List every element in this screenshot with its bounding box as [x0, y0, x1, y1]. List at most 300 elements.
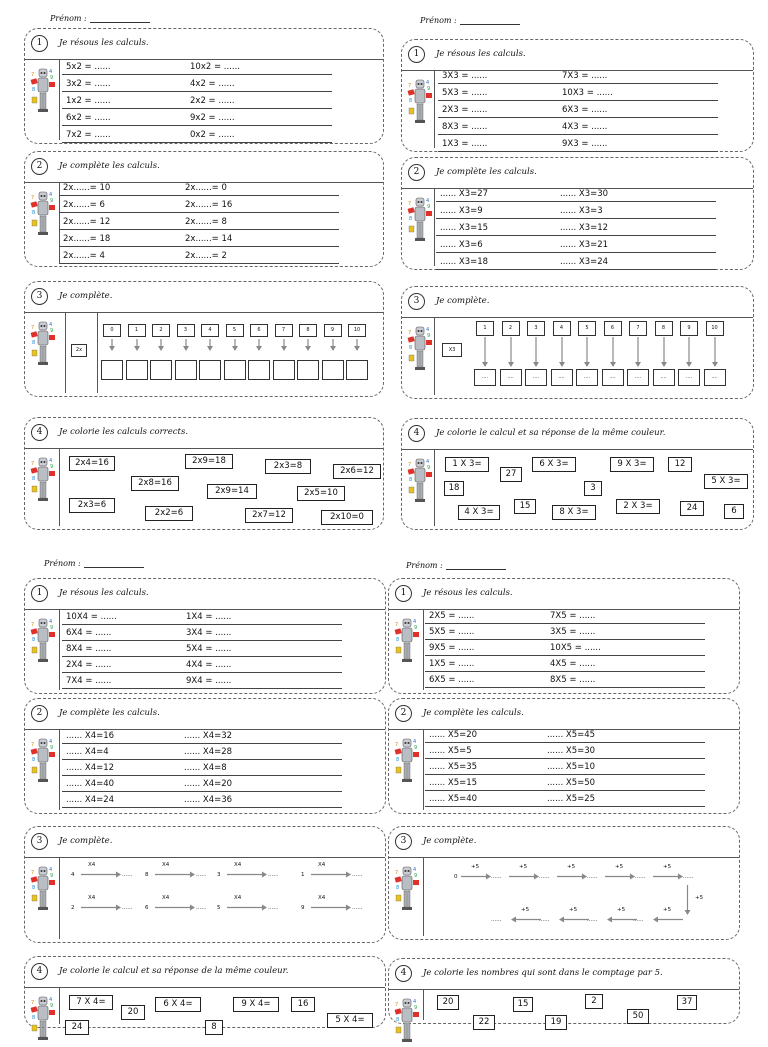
row-line — [59, 246, 339, 247]
svg-text:8: 8 — [409, 98, 413, 104]
svg-text:8: 8 — [409, 477, 413, 483]
exercise-2-box — [24, 698, 386, 814]
calc-item: ...... X3=21 — [560, 240, 609, 250]
start-number: 0 — [454, 874, 458, 880]
calc-item: ...... X3=30 — [560, 189, 609, 199]
prenom-line[interactable] — [460, 24, 520, 25]
exercise-2-box — [401, 157, 754, 270]
exercise-1-box — [24, 28, 384, 144]
right-arrow-icon — [227, 903, 267, 912]
prenom-field — [50, 14, 150, 23]
prenom-label: Prénom : — [50, 14, 87, 23]
exercise-title: Je colorie les nombres qui sont dans le comptage par 5. — [423, 968, 663, 978]
robot-mascot-icon — [394, 865, 420, 915]
number-card[interactable]: 37 — [677, 995, 697, 1010]
calc-item: ...... X3=12 — [560, 223, 609, 233]
down-arrow-icon — [634, 337, 642, 367]
operator-label: +5 — [521, 907, 530, 913]
answer-blank[interactable]: ...... — [633, 917, 644, 923]
svg-text:9: 9 — [50, 464, 54, 470]
calc-item: 7X4 = ...... — [66, 676, 112, 686]
calc-card[interactable]: 6 X 3= — [532, 457, 576, 472]
exercise-1-box — [24, 578, 386, 694]
svg-text:4: 4 — [49, 192, 53, 198]
operator-label: +5 — [615, 864, 624, 870]
calc-item: ...... X5=35 — [429, 762, 478, 772]
operator-label: +5 — [663, 864, 672, 870]
svg-text:7: 7 — [31, 742, 35, 748]
right-arrow-icon — [155, 903, 195, 912]
calc-item: 9X4 = ...... — [186, 676, 232, 686]
number-box: 4 — [553, 321, 571, 336]
answer-box[interactable]: .... — [500, 369, 522, 386]
svg-text:8: 8 — [32, 885, 36, 891]
operator-label: +5 — [567, 864, 576, 870]
answer-box[interactable] — [297, 360, 319, 380]
calc-card[interactable]: 18 — [444, 481, 464, 496]
answer-box[interactable]: .... — [653, 369, 675, 386]
number-card[interactable]: 15 — [513, 997, 533, 1012]
answer-blank[interactable]: ...... — [587, 874, 598, 880]
prenom-line[interactable] — [446, 569, 506, 570]
svg-text:8: 8 — [409, 216, 413, 222]
exercise-1-box — [401, 39, 754, 152]
calc-item: 4x2 = ...... — [190, 79, 235, 89]
down-arrow-icon — [558, 337, 566, 367]
svg-text:4: 4 — [49, 867, 53, 873]
exercise-2-box — [388, 698, 740, 814]
svg-text:7: 7 — [31, 72, 35, 78]
answer-blank[interactable]: ...... — [196, 872, 207, 878]
answer-blank[interactable]: ...... — [635, 874, 646, 880]
robot-mascot-icon — [30, 67, 56, 117]
answer-blank[interactable]: ...... — [683, 874, 694, 880]
calc-item: 1X4 = ...... — [186, 612, 232, 622]
answer-box[interactable] — [150, 360, 172, 380]
svg-text:9: 9 — [414, 1005, 418, 1011]
calc-item: ...... X5=45 — [547, 730, 596, 740]
left-arrow-icon — [653, 915, 683, 924]
answer-blank[interactable]: ...... — [491, 874, 502, 880]
operator-label: X4 — [234, 862, 242, 868]
exercise-3-box — [24, 826, 386, 943]
number-card[interactable]: 2 — [585, 994, 603, 1009]
answer-box[interactable]: .... — [602, 369, 624, 386]
svg-text:8: 8 — [396, 885, 400, 891]
answer-box[interactable]: .... — [627, 369, 649, 386]
calc-item: 2x......= 8 — [185, 217, 227, 227]
number-box: 9 — [324, 324, 342, 337]
svg-text:4: 4 — [413, 739, 417, 745]
exercise-3-box — [401, 286, 754, 399]
calc-item: 7x2 = ...... — [66, 130, 111, 140]
robot-mascot-icon — [30, 320, 56, 370]
svg-text:7: 7 — [408, 83, 412, 89]
answer-box[interactable]: .... — [525, 369, 547, 386]
robot-mascot-icon — [394, 997, 420, 1047]
start-number: 2 — [71, 905, 75, 911]
number-box: 9 — [680, 321, 698, 336]
calc-item: 6X5 = ...... — [429, 675, 475, 685]
calc-item: ...... X5=50 — [547, 778, 596, 788]
answer-blank[interactable]: ...... — [352, 905, 363, 911]
svg-text:9: 9 — [427, 86, 431, 92]
svg-text:7: 7 — [395, 1002, 399, 1008]
svg-text:8: 8 — [32, 210, 36, 216]
number-box: 5 — [226, 324, 244, 337]
calc-item: 6X4 = ...... — [66, 628, 112, 638]
number-box: 3 — [527, 321, 545, 336]
answer-box[interactable] — [199, 360, 221, 380]
number-card[interactable]: 19 — [545, 1015, 567, 1030]
down-arrow-icon — [157, 339, 165, 351]
divider — [423, 989, 424, 1020]
calc-card[interactable]: 8 X 3= — [552, 505, 596, 520]
row-line — [62, 688, 342, 689]
exercise-3-box — [24, 281, 384, 397]
exercise-title: Je complète. — [59, 836, 113, 846]
prenom-line[interactable] — [90, 22, 150, 23]
right-arrow-icon — [653, 872, 683, 881]
calc-item: 2x......= 10 — [63, 183, 111, 193]
svg-text:4: 4 — [49, 69, 53, 75]
answer-box[interactable]: .... — [704, 369, 726, 386]
calc-card[interactable]: 5 X 3= — [704, 474, 748, 489]
exercise-number-badge: 3 — [408, 293, 425, 310]
exercise-4-box — [24, 417, 384, 530]
down-arrow-icon — [206, 339, 214, 351]
left-arrow-icon — [607, 915, 637, 924]
calc-card[interactable]: 12 — [668, 457, 692, 472]
calc-card[interactable]: 1 X 3= — [445, 457, 489, 472]
calc-item: 5X3 = ...... — [442, 88, 488, 98]
prenom-label: Prénom : — [420, 16, 457, 25]
answer-blank[interactable]: ...... — [196, 905, 207, 911]
svg-text:9: 9 — [427, 465, 431, 471]
calc-item: ...... X4=24 — [66, 795, 115, 805]
svg-text:4: 4 — [49, 997, 53, 1003]
answer-box[interactable] — [248, 360, 270, 380]
answer-blank[interactable]: ...... — [122, 872, 133, 878]
number-card[interactable]: 20 — [437, 995, 459, 1010]
svg-text:9: 9 — [50, 75, 54, 81]
calc-card[interactable]: 8 — [205, 1020, 223, 1035]
calc-card[interactable]: 9 X 4= — [233, 997, 279, 1012]
prenom-label: Prénom : — [406, 561, 443, 570]
calc-item: 6X3 = ...... — [562, 105, 608, 115]
number-box: 6 — [250, 324, 268, 337]
number-box: 7 — [629, 321, 647, 336]
calc-item: 10X3 = ...... — [562, 88, 613, 98]
operator-label: X4 — [318, 895, 326, 901]
svg-text:4: 4 — [426, 459, 430, 465]
exercise-title: Je complète. — [423, 836, 477, 846]
robot-mascot-icon — [407, 457, 433, 507]
calc-item: 2x......= 16 — [185, 200, 233, 210]
svg-text:9: 9 — [414, 873, 418, 879]
calc-card[interactable]: 2 X 3= — [616, 499, 660, 514]
calc-item: 2X3 = ...... — [442, 105, 488, 115]
start-number: 9 — [301, 905, 305, 911]
svg-text:4: 4 — [426, 80, 430, 86]
row-line — [59, 229, 339, 230]
calc-card[interactable]: 2x9=14 — [207, 484, 257, 499]
exercise-number-badge: 1 — [31, 35, 48, 52]
prenom-line[interactable] — [84, 567, 144, 568]
divider — [434, 317, 435, 395]
down-arrow-icon — [685, 337, 693, 367]
calc-item: 2x......= 6 — [63, 200, 105, 210]
exercise-title: Je résous les calculs. — [436, 49, 526, 59]
start-number: 8 — [145, 872, 149, 878]
svg-text:7: 7 — [408, 201, 412, 207]
exercise-number-badge: 1 — [395, 585, 412, 602]
answer-box[interactable] — [346, 360, 368, 380]
row-line — [425, 671, 705, 672]
row-line — [59, 263, 339, 264]
calc-card[interactable]: 4 X 3= — [458, 505, 500, 520]
input-box: 2x — [71, 344, 87, 357]
calc-card[interactable]: 2x3=6 — [69, 498, 115, 513]
calc-card[interactable]: 2x2=6 — [145, 506, 193, 521]
row-line — [438, 117, 718, 118]
answer-blank[interactable]: ...... — [268, 872, 279, 878]
svg-text:8: 8 — [396, 757, 400, 763]
calc-card[interactable]: 9 X 3= — [610, 457, 654, 472]
svg-text:4: 4 — [426, 327, 430, 333]
down-arrow-icon — [280, 339, 288, 351]
row-line — [438, 83, 718, 84]
calc-card[interactable]: 2x6=12 — [333, 464, 381, 479]
operator-label: X4 — [88, 862, 96, 868]
row-line — [425, 639, 705, 640]
answer-box[interactable] — [322, 360, 344, 380]
right-arrow-icon — [81, 903, 121, 912]
svg-text:9: 9 — [50, 198, 54, 204]
svg-text:4: 4 — [49, 322, 53, 328]
svg-text:7: 7 — [408, 462, 412, 468]
start-number: 4 — [71, 872, 75, 878]
calc-item: ...... X5=25 — [547, 794, 596, 804]
calc-item: 2x......= 4 — [63, 251, 105, 261]
calc-card[interactable]: 2x5=10 — [297, 486, 345, 501]
svg-text:9: 9 — [427, 204, 431, 210]
svg-text:8: 8 — [32, 637, 36, 643]
calc-item: 5X5 = ...... — [429, 627, 475, 637]
calc-item: ...... X3=27 — [440, 189, 489, 199]
exercise-title: Je résous les calculs. — [423, 588, 513, 598]
calc-item: ...... X4=12 — [66, 763, 115, 773]
calc-item: ...... X3=18 — [440, 257, 489, 267]
calc-card[interactable]: 2x9=18 — [185, 454, 233, 469]
down-arrow-icon — [182, 339, 190, 351]
answer-box[interactable]: .... — [576, 369, 598, 386]
exercise-number-badge: 2 — [395, 705, 412, 722]
number-box: 8 — [655, 321, 673, 336]
calc-item: 8X4 = ...... — [66, 644, 112, 654]
answer-box[interactable]: .... — [551, 369, 573, 386]
svg-text:7: 7 — [31, 870, 35, 876]
calc-item: 8X3 = ...... — [442, 122, 488, 132]
answer-box[interactable] — [101, 360, 123, 380]
row-line — [62, 759, 342, 760]
divider — [434, 188, 435, 266]
calc-card[interactable]: 16 — [291, 997, 315, 1012]
answer-box[interactable] — [126, 360, 148, 380]
exercise-title: Je complète les calculs. — [59, 708, 160, 718]
answer-box[interactable] — [175, 360, 197, 380]
calc-item: ...... X5=20 — [429, 730, 478, 740]
calc-card[interactable]: 2x4=16 — [69, 456, 115, 471]
calc-item: 3X4 = ...... — [186, 628, 232, 638]
calc-item: 9X3 = ...... — [562, 139, 608, 149]
svg-text:4: 4 — [413, 619, 417, 625]
calc-card[interactable]: 3 — [584, 481, 602, 496]
row-line — [438, 100, 718, 101]
row-line — [425, 687, 705, 688]
right-arrow-icon — [461, 872, 491, 881]
calc-card[interactable]: 2x3=8 — [265, 459, 311, 474]
down-arrow-icon — [133, 339, 141, 351]
calc-card[interactable]: 7 X 4= — [69, 995, 113, 1010]
exercise-title: Je complète les calculs. — [423, 708, 524, 718]
down-arrow-icon — [711, 337, 719, 367]
divider — [423, 609, 424, 690]
exercise-number-badge: 3 — [395, 833, 412, 850]
exercise-4-box — [24, 956, 386, 1032]
row-line — [425, 774, 705, 775]
divider — [59, 857, 60, 939]
prenom-field — [406, 561, 506, 570]
calc-card[interactable]: 2x10=0 — [321, 510, 373, 525]
divider — [434, 70, 435, 148]
calc-card[interactable]: 24 — [680, 501, 704, 516]
number-card[interactable]: 22 — [473, 1015, 495, 1030]
calc-item: 3X5 = ...... — [550, 627, 596, 637]
row-line — [436, 218, 716, 219]
svg-text:9: 9 — [50, 873, 54, 879]
exercise-title: Je colorie le calcul et sa réponse de la même couleur. — [436, 428, 666, 438]
answer-box[interactable] — [273, 360, 295, 380]
svg-text:7: 7 — [31, 622, 35, 628]
row-line — [425, 758, 705, 759]
exercise-number-badge: 1 — [31, 585, 48, 602]
down-arrow-icon — [255, 339, 263, 351]
calc-card[interactable]: 15 — [514, 499, 536, 514]
calc-card[interactable]: 2x8=16 — [131, 476, 179, 491]
answer-blank[interactable]: ...... — [491, 917, 502, 923]
calc-card[interactable]: 27 — [500, 467, 522, 482]
operator-label: +5 — [695, 895, 704, 901]
svg-text:7: 7 — [31, 195, 35, 201]
svg-text:4: 4 — [413, 867, 417, 873]
calc-item: ...... X4=40 — [66, 779, 115, 789]
operator-label: +5 — [519, 864, 528, 870]
row-line — [59, 195, 339, 196]
left-arrow-icon — [559, 915, 589, 924]
calc-item: ...... X4=36 — [184, 795, 233, 805]
exercise-number-badge: 2 — [31, 158, 48, 175]
answer-blank[interactable]: ...... — [268, 905, 279, 911]
calc-item: 4X3 = ...... — [562, 122, 608, 132]
operator-label: +5 — [569, 907, 578, 913]
calc-item: ...... X3=15 — [440, 223, 489, 233]
row-line — [62, 640, 342, 641]
answer-blank[interactable]: ...... — [352, 872, 363, 878]
calc-card[interactable]: 24 — [65, 1020, 89, 1035]
answer-box[interactable]: .... — [474, 369, 496, 386]
calc-item: ...... X4=20 — [184, 779, 233, 789]
svg-text:9: 9 — [414, 625, 418, 631]
calc-card[interactable]: 6 X 4= — [155, 997, 201, 1012]
svg-text:4: 4 — [49, 619, 53, 625]
calc-card[interactable]: 6 — [724, 504, 744, 519]
exercise-3-box — [388, 826, 740, 940]
calc-item: 10X4 = ...... — [66, 612, 117, 622]
answer-blank[interactable]: ...... — [587, 917, 598, 923]
answer-box[interactable] — [224, 360, 246, 380]
number-box: 3 — [177, 324, 195, 337]
exercise-number-badge: 3 — [31, 288, 48, 305]
calc-item: ...... X4=32 — [184, 731, 233, 741]
divider — [59, 729, 60, 810]
calc-item: ...... X4=28 — [184, 747, 233, 757]
answer-blank[interactable]: ...... — [539, 874, 550, 880]
calc-item: 6x2 = ...... — [66, 113, 111, 123]
row-line — [62, 624, 342, 625]
calc-card[interactable]: 20 — [121, 1005, 145, 1020]
svg-text:4: 4 — [49, 458, 53, 464]
robot-mascot-icon — [394, 617, 420, 667]
operator-label: X4 — [88, 895, 96, 901]
number-box: 10 — [706, 321, 724, 336]
answer-blank[interactable]: ...... — [122, 905, 133, 911]
robot-mascot-icon — [30, 456, 56, 506]
down-arrow-icon — [353, 339, 361, 351]
down-arrow-icon — [660, 337, 668, 367]
calc-item: 2x......= 12 — [63, 217, 111, 227]
svg-text:7: 7 — [31, 461, 35, 467]
calc-card[interactable]: 2x7=12 — [245, 508, 293, 523]
exercise-title: Je résous les calculs. — [59, 38, 149, 48]
row-line — [436, 235, 716, 236]
exercise-2-box — [24, 151, 384, 267]
calc-card[interactable]: 5 X 4= — [327, 1013, 373, 1028]
calc-item: 2X4 = ...... — [66, 660, 112, 670]
robot-mascot-icon — [30, 865, 56, 915]
row-line — [62, 74, 332, 75]
svg-text:4: 4 — [413, 999, 417, 1005]
svg-text:7: 7 — [395, 870, 399, 876]
start-number: 1 — [301, 872, 305, 878]
svg-text:9: 9 — [50, 328, 54, 334]
right-arrow-icon — [605, 872, 635, 881]
svg-text:7: 7 — [395, 742, 399, 748]
row-line — [436, 269, 716, 270]
prenom-field — [44, 559, 144, 568]
answer-blank[interactable]: ...... — [539, 917, 550, 923]
row-line — [62, 807, 342, 808]
down-arrow-icon — [304, 339, 312, 351]
number-card[interactable]: 50 — [627, 1009, 649, 1024]
robot-mascot-icon — [407, 196, 433, 246]
right-arrow-icon — [557, 872, 587, 881]
exercise-number-badge: 4 — [395, 965, 412, 982]
robot-mascot-icon — [30, 190, 56, 240]
svg-text:9: 9 — [427, 333, 431, 339]
left-arrow-icon — [511, 915, 541, 924]
answer-box[interactable]: .... — [678, 369, 700, 386]
